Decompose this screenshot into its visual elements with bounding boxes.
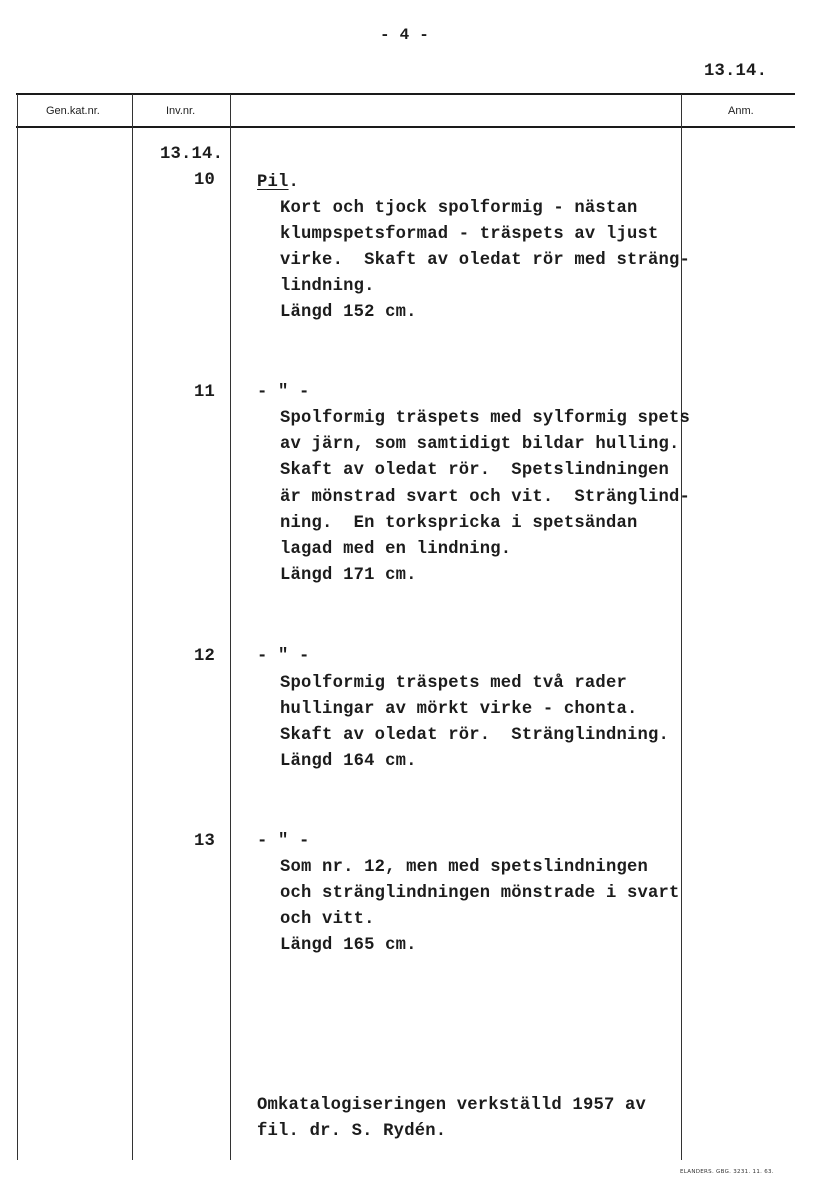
entry-number: 12 xyxy=(194,647,216,666)
entry-line: Skaft av oledat rör. Spetslindningen xyxy=(280,461,670,480)
entry-line: är mönstrad svart och vit. Stränglind- xyxy=(280,488,691,507)
entry-line: lagad med en lindning. xyxy=(280,540,512,559)
entry-title: - " - xyxy=(257,832,310,851)
header-anm: Anm. xyxy=(728,105,754,117)
column-divider-gen-inv xyxy=(132,94,133,1160)
entry-line: klumpspetsformad - träspets av ljust xyxy=(280,225,659,244)
entry-line: Som nr. 12, men med spetslindningen xyxy=(280,858,648,877)
header-inv-nr: Inv.nr. xyxy=(166,105,196,117)
entry-length: Längd 152 cm. xyxy=(280,303,417,322)
page-number: - 4 - xyxy=(380,26,430,44)
entry-line: Kort och tjock spolformig - nästan xyxy=(280,199,638,218)
entry-line: ning. En torkspricka i spetsändan xyxy=(280,514,638,533)
entry-title-suffix: . xyxy=(288,173,300,192)
entry-title-text: Pil xyxy=(257,173,289,192)
entry-line: lindning. xyxy=(280,277,375,296)
column-divider-inv-desc xyxy=(230,94,231,1160)
entry-length: Längd 165 cm. xyxy=(280,936,417,955)
closing-note-line2: fil. dr. S. Rydén. xyxy=(257,1122,447,1141)
printer-imprint: ELANDERS. GBG. 3231. 11. 63. xyxy=(680,1169,774,1175)
entry-title: - " - xyxy=(257,647,310,666)
entry-title: - " - xyxy=(257,383,310,402)
entry-line: och stränglindningen mönstrade i svart xyxy=(280,884,680,903)
group-label: 13.14. xyxy=(160,145,224,164)
table-left-border xyxy=(17,94,18,1160)
header-gen-kat-nr: Gen.kat.nr. xyxy=(46,105,100,117)
catalog-reference: 13.14. xyxy=(704,62,768,81)
entry-number: 11 xyxy=(194,383,216,402)
entry-line: virke. Skaft av oledat rör med sträng- xyxy=(280,251,691,270)
entry-number: 10 xyxy=(194,171,216,190)
entry-line: Skaft av oledat rör. Stränglindning. xyxy=(280,726,670,745)
entry-number: 13 xyxy=(194,832,216,851)
entry-length: Längd 164 cm. xyxy=(280,752,417,771)
entry-line: hullingar av mörkt virke - chonta. xyxy=(280,700,638,719)
entry-title xyxy=(257,170,299,196)
entry-line: av järn, som samtidigt bildar hulling. xyxy=(280,435,680,454)
entry-line: Spolformig träspets med sylformig spets xyxy=(280,409,691,428)
entry-line: Spolformig träspets med två rader xyxy=(280,674,627,693)
closing-note-line1: Omkatalogiseringen verkställd 1957 av xyxy=(257,1096,647,1115)
entry-length: Längd 171 cm. xyxy=(280,566,417,585)
entry-line: och vitt. xyxy=(280,910,375,929)
